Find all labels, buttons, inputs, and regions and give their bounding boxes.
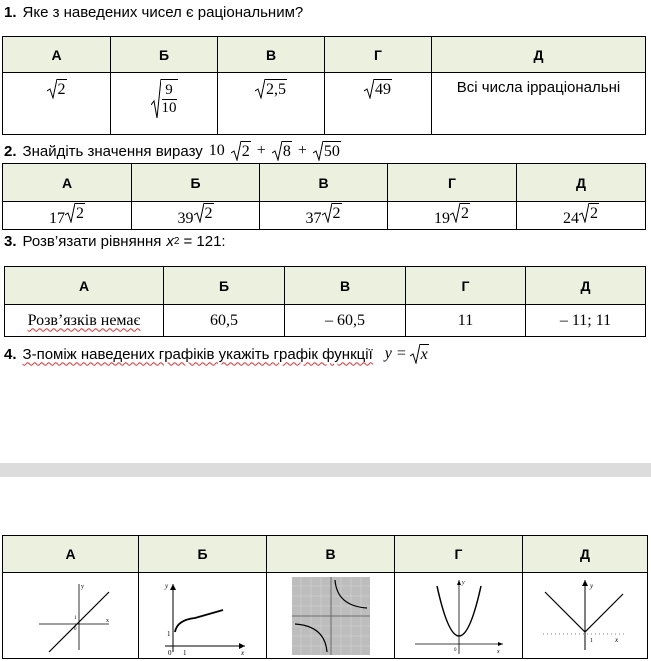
coefficient: 10 xyxy=(208,142,225,159)
numerator: 9 xyxy=(165,82,173,98)
header-v: В xyxy=(267,536,395,573)
radicand: 2 xyxy=(241,143,250,160)
answer-a[interactable] xyxy=(3,202,132,230)
y-axis-label: y xyxy=(164,581,168,590)
sqrt-expression xyxy=(231,141,251,161)
question-number: 3. xyxy=(4,233,17,250)
function-expression xyxy=(385,344,429,364)
header-a: А xyxy=(3,536,139,573)
graph-hyperbola xyxy=(291,576,371,656)
sqrt-expression xyxy=(579,203,599,223)
y-axis-label: y xyxy=(80,583,84,590)
variable: x xyxy=(166,233,174,250)
answer-table-q4 xyxy=(2,535,648,659)
answer-b[interactable] xyxy=(139,573,267,659)
radicand: 50 xyxy=(323,143,340,160)
x-axis-label: x xyxy=(105,617,109,624)
graph-linear xyxy=(21,576,121,656)
x-axis-label: x xyxy=(496,648,500,655)
answer-a[interactable] xyxy=(3,73,111,135)
sqrt-expression xyxy=(450,203,470,223)
answer-v[interactable] xyxy=(218,73,325,135)
question-text: Знайдіть значення виразу xyxy=(22,142,203,160)
page-break-band xyxy=(0,463,651,477)
answer-b[interactable] xyxy=(132,202,260,230)
header-d: Д xyxy=(523,536,648,573)
answer-d[interactable] xyxy=(523,573,648,659)
y-tick-label: 1 xyxy=(73,615,76,621)
graph-parabola xyxy=(409,576,509,656)
radical-sign xyxy=(579,203,589,223)
sqrt-expression xyxy=(255,79,287,99)
radicand: x xyxy=(420,346,428,363)
header-g: Г xyxy=(395,536,523,573)
header-b: Б xyxy=(139,536,267,573)
answer-table-q2 xyxy=(2,163,646,230)
radical-sign xyxy=(47,79,57,99)
answer-a[interactable] xyxy=(3,573,139,659)
coefficient: 17 xyxy=(49,210,65,227)
expression xyxy=(209,141,341,161)
answer-g[interactable]: 11 xyxy=(406,305,526,337)
sqrt-expression xyxy=(47,79,67,99)
radical-sign xyxy=(272,141,282,161)
question-3-title xyxy=(4,233,226,250)
header-g: Г xyxy=(325,37,432,73)
answer-d[interactable]: Всі числа ірраціональні xyxy=(432,73,646,135)
answer-a[interactable] xyxy=(5,305,164,337)
origin-label: 0 xyxy=(453,647,456,653)
answer-b[interactable]: 60,5 xyxy=(164,305,285,337)
question-text: З-поміж наведених графіків укажіть графік функції xyxy=(22,345,373,363)
equation-rhs: = 121: xyxy=(183,233,226,250)
graph-absolute-value xyxy=(535,576,635,656)
question-number: 4. xyxy=(4,345,17,363)
question-number: 1. xyxy=(4,4,17,21)
coefficient: 39 xyxy=(177,210,194,227)
header-d: Д xyxy=(517,164,646,202)
sqrt-expression xyxy=(313,141,341,161)
radicand xyxy=(161,79,178,119)
header-b: Б xyxy=(111,37,218,73)
origin-label: 0 xyxy=(73,626,76,632)
question-number: 2. xyxy=(4,142,17,160)
answer-table-q3 xyxy=(4,266,646,337)
header-a: А xyxy=(3,37,111,73)
radical-sign xyxy=(410,344,420,364)
header-v: В xyxy=(218,37,325,73)
header-d: Д xyxy=(432,37,646,73)
plus-sign: + xyxy=(256,142,266,159)
denominator: 10 xyxy=(161,100,177,116)
answer-g[interactable] xyxy=(388,202,517,230)
radical-sign xyxy=(364,79,374,99)
sqrt-expression xyxy=(322,203,342,223)
y-tick-label: 1 xyxy=(166,629,170,638)
y-axis-label: y xyxy=(461,579,465,586)
sqrt-expression xyxy=(272,141,292,161)
header-v: В xyxy=(260,164,388,202)
answer-d[interactable]: – 11; 11 xyxy=(526,305,646,337)
header-b: Б xyxy=(164,267,285,305)
radicand: 2 xyxy=(461,205,469,222)
answer-v[interactable]: – 60,5 xyxy=(285,305,406,337)
radicand: 8 xyxy=(282,143,291,160)
header-g: Г xyxy=(388,164,517,202)
coefficient: 19 xyxy=(434,210,450,227)
radical-sign xyxy=(194,203,204,223)
radical-sign xyxy=(151,79,161,119)
radical-sign xyxy=(65,203,75,223)
header-g: Г xyxy=(406,267,526,305)
radical-sign xyxy=(231,141,241,161)
radical-sign xyxy=(313,141,323,161)
radicand: 2 xyxy=(590,205,598,222)
answer-b[interactable] xyxy=(111,73,218,135)
radical-sign xyxy=(255,79,265,99)
sqrt-expression xyxy=(194,203,214,223)
graph-sqrt xyxy=(153,576,253,656)
sqrt-expression xyxy=(410,344,429,364)
radical-sign xyxy=(450,203,460,223)
header-b: Б xyxy=(132,164,260,202)
question-text: Розв’язати рівняння xyxy=(22,233,162,250)
answer-v[interactable] xyxy=(267,573,395,659)
question-2-title xyxy=(4,141,341,161)
header-a: А xyxy=(3,164,132,202)
x-axis-label: x xyxy=(240,648,244,656)
y-axis-label: y xyxy=(590,581,594,590)
answer-d[interactable] xyxy=(517,202,646,230)
coefficient: 37 xyxy=(305,210,322,227)
answer-g[interactable] xyxy=(395,573,523,659)
fraction xyxy=(162,82,177,117)
radicand: 2 xyxy=(76,205,84,222)
question-1-title xyxy=(4,4,303,21)
radicand: 2,5 xyxy=(266,81,286,98)
exponent: 2 xyxy=(173,236,180,247)
coefficient: 24 xyxy=(563,210,579,227)
sqrt-fraction-expression xyxy=(151,79,178,119)
x-axis-label: x xyxy=(615,635,619,644)
answer-text: Розв’язків немає xyxy=(27,311,141,329)
answer-g[interactable] xyxy=(325,73,432,135)
header-a: А xyxy=(5,267,164,305)
radicand: 49 xyxy=(375,81,391,98)
header-d: Д xyxy=(526,267,646,305)
radicand: 2 xyxy=(204,205,213,222)
radical-sign xyxy=(322,203,332,223)
origin-label: 0 xyxy=(167,648,171,656)
x-tick-label: 1 xyxy=(182,648,186,656)
header-v: В xyxy=(285,267,406,305)
question-text: Яке з наведених чисел є раціональним? xyxy=(22,4,304,21)
sqrt-expression xyxy=(364,79,392,99)
radicand: 2 xyxy=(332,205,341,222)
sqrt-expression xyxy=(65,203,85,223)
x-tick-label: 1 xyxy=(590,637,593,644)
question-4-title xyxy=(4,344,429,364)
answer-table-q1 xyxy=(2,36,646,135)
answer-v[interactable] xyxy=(260,202,388,230)
function-lhs: y = xyxy=(384,345,407,362)
plus-sign: + xyxy=(297,142,307,159)
radicand: 2 xyxy=(57,81,66,98)
